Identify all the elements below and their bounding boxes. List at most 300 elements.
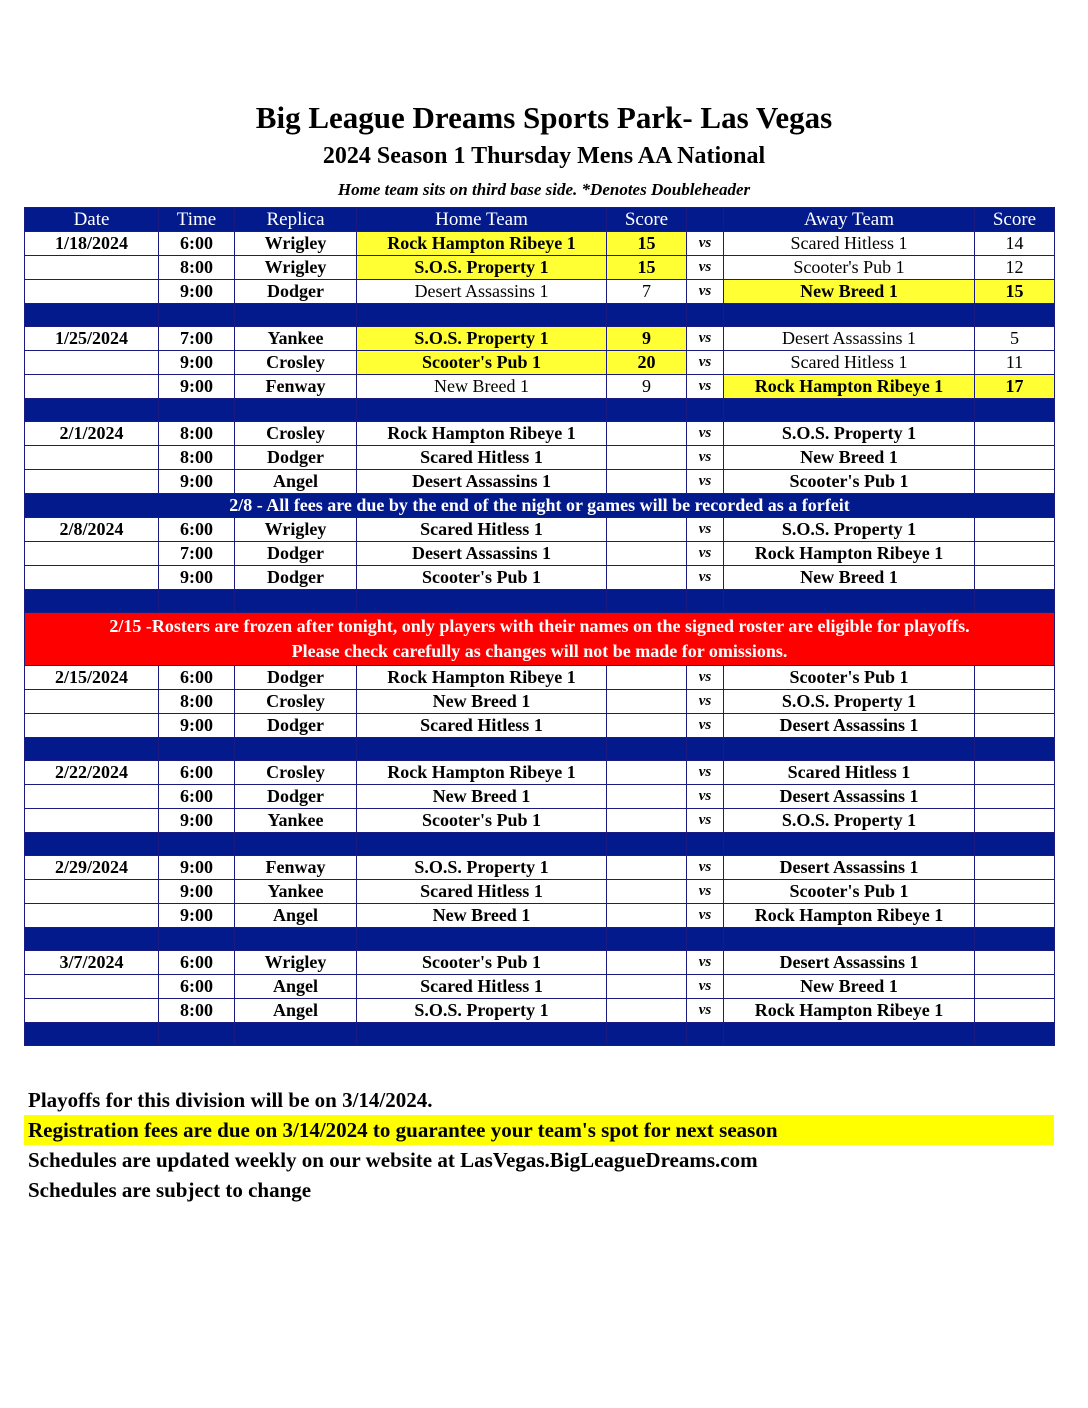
roster-alert-line-1: 2/15 -Rosters are frozen after tonight, only players with their names on the signed roster are eligible for playoffs. <box>109 616 970 636</box>
game-date: 3/7/2024 <box>25 951 159 975</box>
separator-cell <box>975 304 1055 327</box>
home-score <box>607 880 687 904</box>
game-time: 9:00 <box>159 880 235 904</box>
vs-label: vs <box>687 999 724 1023</box>
separator-cell <box>25 399 159 422</box>
away-score: 12 <box>975 256 1055 280</box>
separator-cell <box>25 833 159 856</box>
away-score <box>975 999 1055 1023</box>
away-score <box>975 446 1055 470</box>
separator-cell <box>235 399 357 422</box>
game-field: Angel <box>235 975 357 999</box>
game-field: Fenway <box>235 375 357 399</box>
game-row <box>25 256 1055 280</box>
game-time: 9:00 <box>159 280 235 304</box>
separator-cell <box>235 833 357 856</box>
separator-cell <box>357 399 607 422</box>
away-team: Rock Hampton Ribeye 1 <box>724 375 975 399</box>
game-time: 6:00 <box>159 518 235 542</box>
separator-cell <box>975 928 1055 951</box>
separator-cell <box>687 1023 724 1046</box>
away-score <box>975 566 1055 590</box>
game-field: Dodger <box>235 446 357 470</box>
separator-cell <box>159 928 235 951</box>
separator-row <box>25 928 1055 951</box>
game-time: 9:00 <box>159 375 235 399</box>
home-team: Scooter's Pub 1 <box>357 809 607 833</box>
home-team: Scared Hitless 1 <box>357 714 607 738</box>
separator-cell <box>25 738 159 761</box>
game-time: 6:00 <box>159 761 235 785</box>
game-row <box>25 856 1055 880</box>
vs-label: vs <box>687 975 724 999</box>
game-date <box>25 470 159 494</box>
vs-label: vs <box>687 856 724 880</box>
game-field: Angel <box>235 999 357 1023</box>
home-team: New Breed 1 <box>357 785 607 809</box>
away-team: Desert Assassins 1 <box>724 856 975 880</box>
game-time: 6:00 <box>159 785 235 809</box>
game-row <box>25 375 1055 399</box>
game-time: 9:00 <box>159 856 235 880</box>
game-date <box>25 542 159 566</box>
home-team: Scared Hitless 1 <box>357 446 607 470</box>
vs-label: vs <box>687 542 724 566</box>
away-team: Desert Assassins 1 <box>724 714 975 738</box>
home-team: Scooter's Pub 1 <box>357 351 607 375</box>
game-row <box>25 566 1055 590</box>
away-score <box>975 470 1055 494</box>
game-date <box>25 446 159 470</box>
separator-cell <box>159 399 235 422</box>
game-field: Crosley <box>235 761 357 785</box>
game-field: Fenway <box>235 856 357 880</box>
vs-label: vs <box>687 256 724 280</box>
away-score <box>975 951 1055 975</box>
game-field: Wrigley <box>235 256 357 280</box>
separator-cell <box>357 590 607 613</box>
away-score <box>975 856 1055 880</box>
home-team: Rock Hampton Ribeye 1 <box>357 232 607 256</box>
game-time: 8:00 <box>159 999 235 1023</box>
vs-label: vs <box>687 566 724 590</box>
col-home-score: Score <box>607 208 687 232</box>
away-team: Scared Hitless 1 <box>724 232 975 256</box>
vs-label: vs <box>687 904 724 928</box>
home-score: 9 <box>607 375 687 399</box>
game-time: 9:00 <box>159 351 235 375</box>
home-team: Scared Hitless 1 <box>357 975 607 999</box>
page-subtitle: 2024 Season 1 Thursday Mens AA National <box>322 143 766 169</box>
game-time: 9:00 <box>159 904 235 928</box>
home-team: Scooter's Pub 1 <box>357 951 607 975</box>
home-team: Rock Hampton Ribeye 1 <box>357 422 607 446</box>
vs-label: vs <box>687 470 724 494</box>
game-field: Dodger <box>235 280 357 304</box>
game-row <box>25 951 1055 975</box>
game-row <box>25 351 1055 375</box>
away-team: Scared Hitless 1 <box>724 351 975 375</box>
registration-note: Registration fees are due on 3/14/2024 to guarantee your team's spot for next season <box>24 1115 1054 1145</box>
away-score <box>975 880 1055 904</box>
vs-label: vs <box>687 327 724 351</box>
game-date <box>25 280 159 304</box>
home-team: S.O.S. Property 1 <box>357 999 607 1023</box>
home-team: S.O.S. Property 1 <box>357 856 607 880</box>
fee-note-text: 2/8 - All fees are due by the end of the night or games will be recorded as a forfeit <box>25 494 1055 518</box>
game-row <box>25 542 1055 566</box>
game-date <box>25 566 159 590</box>
home-score <box>607 666 687 690</box>
vs-label: vs <box>687 761 724 785</box>
away-score <box>975 975 1055 999</box>
home-score <box>607 999 687 1023</box>
game-row <box>25 999 1055 1023</box>
vs-label: vs <box>687 518 724 542</box>
separator-cell <box>235 928 357 951</box>
away-team: Scooter's Pub 1 <box>724 666 975 690</box>
col-replica: Replica <box>235 208 357 232</box>
away-team: Rock Hampton Ribeye 1 <box>724 542 975 566</box>
away-score: 17 <box>975 375 1055 399</box>
vs-label: vs <box>687 280 724 304</box>
separator-cell <box>357 833 607 856</box>
vs-label: vs <box>687 951 724 975</box>
game-field: Dodger <box>235 542 357 566</box>
separator-cell <box>235 590 357 613</box>
away-score: 15 <box>975 280 1055 304</box>
game-date <box>25 785 159 809</box>
separator-cell <box>975 833 1055 856</box>
game-date: 2/8/2024 <box>25 518 159 542</box>
vs-label: vs <box>687 785 724 809</box>
separator-cell <box>724 833 975 856</box>
separator-cell <box>975 738 1055 761</box>
away-team: Scared Hitless 1 <box>724 761 975 785</box>
game-time: 7:00 <box>159 542 235 566</box>
home-score: 7 <box>607 280 687 304</box>
game-row <box>25 761 1055 785</box>
separator-cell <box>607 399 687 422</box>
home-score <box>607 951 687 975</box>
home-team: S.O.S. Property 1 <box>357 327 607 351</box>
roster-alert-cell <box>25 613 1055 666</box>
schedule-body <box>25 232 1055 1046</box>
away-team: Scooter's Pub 1 <box>724 256 975 280</box>
away-score <box>975 542 1055 566</box>
game-date <box>25 714 159 738</box>
vs-label: vs <box>687 351 724 375</box>
vs-label: vs <box>687 375 724 399</box>
game-time: 8:00 <box>159 690 235 714</box>
game-time: 9:00 <box>159 809 235 833</box>
separator-cell <box>25 928 159 951</box>
col-date: Date <box>25 208 159 232</box>
game-field: Dodger <box>235 666 357 690</box>
separator-cell <box>724 1023 975 1046</box>
game-date: 2/15/2024 <box>25 666 159 690</box>
home-score <box>607 422 687 446</box>
separator-cell <box>975 399 1055 422</box>
game-date: 1/18/2024 <box>25 232 159 256</box>
separator-cell <box>975 590 1055 613</box>
game-date <box>25 375 159 399</box>
away-team: S.O.S. Property 1 <box>724 518 975 542</box>
separator-cell <box>159 1023 235 1046</box>
separator-cell <box>687 304 724 327</box>
game-row <box>25 280 1055 304</box>
game-date <box>25 690 159 714</box>
home-team: Desert Assassins 1 <box>357 280 607 304</box>
vs-label: vs <box>687 880 724 904</box>
game-time: 6:00 <box>159 975 235 999</box>
vs-label: vs <box>687 422 724 446</box>
header-row <box>25 208 1055 232</box>
game-date <box>25 975 159 999</box>
game-date: 2/1/2024 <box>25 422 159 446</box>
game-row <box>25 470 1055 494</box>
roster-alert-row <box>25 613 1055 666</box>
away-score <box>975 809 1055 833</box>
separator-cell <box>724 304 975 327</box>
game-field: Crosley <box>235 351 357 375</box>
game-time: 9:00 <box>159 714 235 738</box>
away-team: S.O.S. Property 1 <box>724 422 975 446</box>
game-row <box>25 904 1055 928</box>
away-team: New Breed 1 <box>724 280 975 304</box>
separator-cell <box>357 304 607 327</box>
separator-cell <box>607 928 687 951</box>
away-score <box>975 785 1055 809</box>
separator-cell <box>687 833 724 856</box>
home-score <box>607 761 687 785</box>
game-field: Crosley <box>235 690 357 714</box>
separator-row <box>25 590 1055 613</box>
away-team: New Breed 1 <box>724 975 975 999</box>
game-row <box>25 666 1055 690</box>
game-time: 6:00 <box>159 951 235 975</box>
game-row <box>25 232 1055 256</box>
home-score <box>607 785 687 809</box>
game-date <box>25 904 159 928</box>
home-team: Scooter's Pub 1 <box>357 566 607 590</box>
game-row <box>25 446 1055 470</box>
home-score <box>607 975 687 999</box>
fee-note-row <box>25 494 1055 518</box>
separator-cell <box>235 738 357 761</box>
home-score: 9 <box>607 327 687 351</box>
away-team: Scooter's Pub 1 <box>724 880 975 904</box>
separator-cell <box>607 833 687 856</box>
game-time: 8:00 <box>159 446 235 470</box>
game-row <box>25 714 1055 738</box>
away-score <box>975 422 1055 446</box>
separator-cell <box>159 590 235 613</box>
game-row <box>25 422 1055 446</box>
game-field: Yankee <box>235 880 357 904</box>
separator-cell <box>687 928 724 951</box>
separator-cell <box>607 304 687 327</box>
game-row <box>25 785 1055 809</box>
game-field: Wrigley <box>235 232 357 256</box>
separator-cell <box>687 590 724 613</box>
game-row <box>25 518 1055 542</box>
away-score <box>975 666 1055 690</box>
game-time: 8:00 <box>159 422 235 446</box>
game-date <box>25 351 159 375</box>
col-away-team: Away Team <box>724 208 975 232</box>
home-team: Rock Hampton Ribeye 1 <box>357 666 607 690</box>
home-team: New Breed 1 <box>357 690 607 714</box>
col-home-team: Home Team <box>357 208 607 232</box>
page-title: Big League Dreams Sports Park- Las Vegas <box>255 100 833 135</box>
game-row <box>25 327 1055 351</box>
home-team: New Breed 1 <box>357 904 607 928</box>
separator-cell <box>687 738 724 761</box>
away-score <box>975 904 1055 928</box>
separator-cell <box>235 1023 357 1046</box>
vs-label: vs <box>687 446 724 470</box>
separator-cell <box>724 590 975 613</box>
separator-cell <box>25 590 159 613</box>
separator-cell <box>724 399 975 422</box>
game-time: 9:00 <box>159 566 235 590</box>
home-score <box>607 542 687 566</box>
separator-row <box>25 1023 1055 1046</box>
game-row <box>25 975 1055 999</box>
home-team: Scared Hitless 1 <box>357 518 607 542</box>
game-time: 6:00 <box>159 666 235 690</box>
game-row <box>25 880 1055 904</box>
schedule-table <box>24 207 1055 1046</box>
playoffs-note: Playoffs for this division will be on 3/14/2024. <box>28 1088 433 1112</box>
game-date <box>25 809 159 833</box>
separator-cell <box>159 738 235 761</box>
game-field: Angel <box>235 470 357 494</box>
away-score <box>975 761 1055 785</box>
home-team: Scared Hitless 1 <box>357 880 607 904</box>
home-score <box>607 856 687 880</box>
separator-row <box>25 399 1055 422</box>
away-team: S.O.S. Property 1 <box>724 809 975 833</box>
game-date: 2/22/2024 <box>25 761 159 785</box>
col-vs <box>687 208 724 232</box>
game-time: 9:00 <box>159 470 235 494</box>
away-score: 5 <box>975 327 1055 351</box>
home-score: 15 <box>607 256 687 280</box>
away-team: New Breed 1 <box>724 446 975 470</box>
vs-label: vs <box>687 809 724 833</box>
away-score <box>975 714 1055 738</box>
separator-cell <box>25 1023 159 1046</box>
away-team: Desert Assassins 1 <box>724 951 975 975</box>
home-score <box>607 690 687 714</box>
vs-label: vs <box>687 666 724 690</box>
game-field: Dodger <box>235 714 357 738</box>
separator-cell <box>687 399 724 422</box>
vs-label: vs <box>687 232 724 256</box>
home-score <box>607 566 687 590</box>
separator-cell <box>975 1023 1055 1046</box>
game-field: Dodger <box>235 785 357 809</box>
home-score <box>607 809 687 833</box>
game-date: 2/29/2024 <box>25 856 159 880</box>
home-team: S.O.S. Property 1 <box>357 256 607 280</box>
home-score <box>607 904 687 928</box>
home-team: Rock Hampton Ribeye 1 <box>357 761 607 785</box>
col-time: Time <box>159 208 235 232</box>
away-team: Rock Hampton Ribeye 1 <box>724 999 975 1023</box>
separator-cell <box>607 1023 687 1046</box>
game-field: Dodger <box>235 566 357 590</box>
roster-alert-line-2: Please check carefully as changes will not be made for omissions. <box>291 641 788 661</box>
away-team: Rock Hampton Ribeye 1 <box>724 904 975 928</box>
home-score <box>607 470 687 494</box>
game-field: Wrigley <box>235 951 357 975</box>
game-field: Yankee <box>235 809 357 833</box>
away-score: 11 <box>975 351 1055 375</box>
home-score: 15 <box>607 232 687 256</box>
separator-cell <box>607 590 687 613</box>
vs-label: vs <box>687 690 724 714</box>
away-team: S.O.S. Property 1 <box>724 690 975 714</box>
away-team: New Breed 1 <box>724 566 975 590</box>
game-field: Angel <box>235 904 357 928</box>
col-away-score: Score <box>975 208 1055 232</box>
away-score: 14 <box>975 232 1055 256</box>
separator-cell <box>724 738 975 761</box>
game-field: Yankee <box>235 327 357 351</box>
game-field: Wrigley <box>235 518 357 542</box>
game-date: 1/25/2024 <box>25 327 159 351</box>
game-row <box>25 809 1055 833</box>
away-team: Desert Assassins 1 <box>724 327 975 351</box>
away-score <box>975 690 1055 714</box>
away-team: Desert Assassins 1 <box>724 785 975 809</box>
home-team: New Breed 1 <box>357 375 607 399</box>
website-note: Schedules are updated weekly on our website at LasVegas.BigLeagueDreams.com <box>28 1148 758 1172</box>
game-date <box>25 880 159 904</box>
separator-row <box>25 738 1055 761</box>
away-team: Scooter's Pub 1 <box>724 470 975 494</box>
game-row <box>25 690 1055 714</box>
away-score <box>975 518 1055 542</box>
separator-row <box>25 304 1055 327</box>
game-field: Crosley <box>235 422 357 446</box>
change-note: Schedules are subject to change <box>28 1178 312 1202</box>
home-score <box>607 714 687 738</box>
separator-cell <box>357 928 607 951</box>
header-note: Home team sits on third base side. *Denotes Doubleheader <box>337 180 751 199</box>
separator-cell <box>724 928 975 951</box>
separator-row <box>25 833 1055 856</box>
home-score <box>607 518 687 542</box>
game-time: 6:00 <box>159 232 235 256</box>
separator-cell <box>235 304 357 327</box>
game-date <box>25 256 159 280</box>
separator-cell <box>607 738 687 761</box>
separator-cell <box>159 304 235 327</box>
game-time: 8:00 <box>159 256 235 280</box>
home-score <box>607 446 687 470</box>
separator-cell <box>25 304 159 327</box>
separator-cell <box>357 738 607 761</box>
game-date <box>25 999 159 1023</box>
vs-label: vs <box>687 714 724 738</box>
separator-cell <box>357 1023 607 1046</box>
game-time: 7:00 <box>159 327 235 351</box>
separator-cell <box>159 833 235 856</box>
